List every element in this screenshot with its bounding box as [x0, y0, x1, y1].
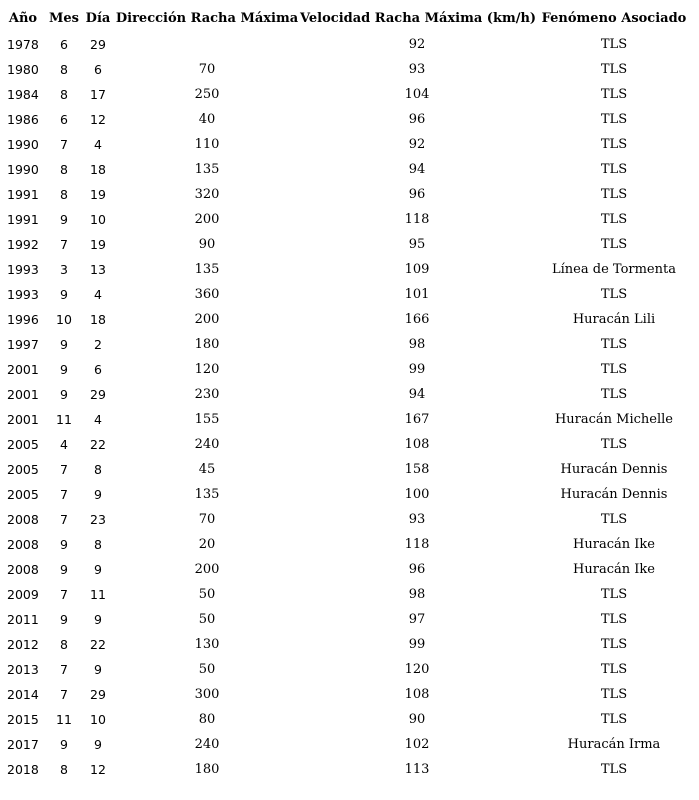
cell-year: 1991	[7, 212, 39, 227]
cell-day: 18	[90, 312, 106, 327]
cell-direction: 130	[194, 637, 220, 652]
cell-day: 17	[90, 87, 106, 102]
cell-speed: 101	[404, 287, 430, 302]
cell-direction: 120	[194, 362, 220, 377]
cell-direction: 40	[198, 112, 216, 127]
cell-year: 1997	[7, 337, 39, 352]
cell-direction: 135	[194, 262, 220, 277]
cell-speed: 99	[408, 637, 426, 652]
cell-direction: 360	[194, 287, 220, 302]
table-row	[0, 657, 694, 682]
cell-direction: 80	[198, 712, 216, 727]
cell-speed: 93	[408, 62, 426, 77]
cell-month: 7	[60, 237, 68, 252]
cell-direction: 155	[194, 412, 220, 427]
cell-year: 1996	[7, 312, 39, 327]
cell-phenomenon: TLS	[600, 437, 628, 452]
cell-speed: 167	[404, 412, 430, 427]
cell-month: 7	[60, 137, 68, 152]
table-row	[0, 82, 694, 107]
cell-phenomenon: TLS	[600, 37, 628, 52]
cell-month: 11	[56, 412, 72, 427]
table-header-row	[0, 4, 694, 32]
cell-direction: 200	[194, 312, 220, 327]
cell-direction: 20	[198, 537, 216, 552]
cell-month: 9	[60, 612, 68, 627]
cell-day: 18	[90, 162, 106, 177]
cell-direction: 320	[194, 187, 220, 202]
cell-speed: 100	[404, 487, 430, 502]
cell-year: 2008	[7, 512, 39, 527]
cell-month: 8	[60, 637, 68, 652]
cell-direction: 240	[194, 737, 220, 752]
cell-day: 29	[90, 687, 106, 702]
table-row	[0, 432, 694, 457]
cell-speed: 120	[404, 662, 430, 677]
cell-day: 9	[94, 662, 102, 677]
cell-month: 7	[60, 662, 68, 677]
cell-year: 2012	[7, 637, 39, 652]
cell-month: 3	[60, 262, 68, 277]
cell-month: 9	[60, 737, 68, 752]
cell-day: 9	[94, 612, 102, 627]
cell-day: 29	[90, 387, 106, 402]
cell-day: 9	[94, 737, 102, 752]
cell-direction: 110	[194, 137, 220, 152]
cell-month: 6	[60, 112, 68, 127]
cell-month: 9	[60, 287, 68, 302]
cell-day: 9	[94, 562, 102, 577]
cell-month: 9	[60, 562, 68, 577]
cell-phenomenon: Huracán Michelle	[554, 412, 674, 427]
cell-day: 29	[90, 37, 106, 52]
cell-phenomenon: TLS	[600, 712, 628, 727]
table-row	[0, 507, 694, 532]
cell-month: 7	[60, 487, 68, 502]
cell-direction: 70	[198, 512, 216, 527]
cell-speed: 95	[408, 237, 426, 252]
cell-month: 6	[60, 37, 68, 52]
table-row	[0, 757, 694, 782]
cell-month: 9	[60, 387, 68, 402]
cell-day: 4	[94, 137, 102, 152]
cell-phenomenon: TLS	[600, 762, 628, 777]
cell-year: 2018	[7, 762, 39, 777]
cell-month: 8	[60, 187, 68, 202]
cell-day: 4	[94, 412, 102, 427]
table-row	[0, 407, 694, 432]
cell-month: 7	[60, 687, 68, 702]
cell-phenomenon: Huracán Ike	[573, 537, 655, 552]
cell-direction: 50	[198, 587, 216, 602]
cell-day: 22	[90, 637, 106, 652]
cell-month: 9	[60, 537, 68, 552]
header-direction: Dirección Racha Máxima	[115, 10, 299, 26]
table-row	[0, 632, 694, 657]
cell-day: 10	[90, 212, 106, 227]
cell-direction: 200	[194, 212, 220, 227]
table-row	[0, 707, 694, 732]
cell-direction: 135	[194, 487, 220, 502]
cell-day: 6	[94, 362, 102, 377]
cell-year: 2005	[7, 462, 39, 477]
cell-phenomenon: TLS	[600, 512, 628, 527]
cell-year: 2014	[7, 687, 39, 702]
cell-day: 12	[90, 112, 106, 127]
cell-speed: 96	[408, 562, 426, 577]
cell-month: 8	[60, 162, 68, 177]
cell-year: 2001	[7, 387, 39, 402]
cell-phenomenon: TLS	[600, 362, 628, 377]
cell-speed: 97	[408, 612, 426, 627]
cell-phenomenon: Huracán Irma	[567, 737, 661, 752]
cell-day: 11	[90, 587, 106, 602]
cell-direction: 50	[198, 612, 216, 627]
cell-direction: 135	[194, 162, 220, 177]
table-row	[0, 332, 694, 357]
cell-direction: 200	[194, 562, 220, 577]
table-row	[0, 732, 694, 757]
cell-speed: 166	[404, 312, 430, 327]
cell-year: 1978	[7, 37, 39, 52]
cell-month: 8	[60, 87, 68, 102]
cell-month: 11	[56, 712, 72, 727]
cell-phenomenon: TLS	[600, 587, 628, 602]
table-row	[0, 307, 694, 332]
cell-day: 2	[94, 337, 102, 352]
cell-year: 1991	[7, 187, 39, 202]
cell-month: 7	[60, 462, 68, 477]
table-row	[0, 257, 694, 282]
cell-speed: 98	[408, 587, 426, 602]
cell-speed: 96	[408, 187, 426, 202]
cell-year: 1990	[7, 162, 39, 177]
cell-month: 8	[60, 62, 68, 77]
cell-phenomenon: TLS	[600, 112, 628, 127]
cell-year: 1993	[7, 287, 39, 302]
cell-phenomenon: TLS	[600, 662, 628, 677]
cell-phenomenon: TLS	[600, 137, 628, 152]
cell-day: 19	[90, 237, 106, 252]
cell-day: 9	[94, 487, 102, 502]
cell-year: 1984	[7, 87, 39, 102]
cell-phenomenon: Línea de Tormenta	[552, 262, 676, 277]
cell-speed: 108	[404, 437, 430, 452]
cell-year: 2013	[7, 662, 39, 677]
table-row	[0, 157, 694, 182]
cell-phenomenon: TLS	[600, 87, 628, 102]
cell-speed: 93	[408, 512, 426, 527]
cell-speed: 109	[404, 262, 430, 277]
cell-day: 19	[90, 187, 106, 202]
table-row	[0, 282, 694, 307]
cell-direction: 180	[194, 337, 220, 352]
cell-phenomenon: TLS	[600, 212, 628, 227]
table-row	[0, 107, 694, 132]
cell-direction: 250	[194, 87, 220, 102]
cell-phenomenon: TLS	[600, 62, 628, 77]
table-row	[0, 382, 694, 407]
header-phenomenon: Fenómeno Asociado	[541, 10, 687, 26]
cell-month: 9	[60, 212, 68, 227]
cell-speed: 108	[404, 687, 430, 702]
table-row	[0, 357, 694, 382]
cell-month: 8	[60, 762, 68, 777]
table-row	[0, 582, 694, 607]
cell-month: 10	[56, 312, 72, 327]
cell-month: 9	[60, 362, 68, 377]
table-row	[0, 682, 694, 707]
cell-speed: 96	[408, 112, 426, 127]
cell-phenomenon: Huracán Lili	[572, 312, 656, 327]
table-row	[0, 532, 694, 557]
cell-month: 7	[60, 512, 68, 527]
cell-speed: 102	[404, 737, 430, 752]
cell-direction	[114, 32, 300, 57]
cell-phenomenon: TLS	[600, 387, 628, 402]
cell-phenomenon: TLS	[600, 287, 628, 302]
cell-speed: 92	[408, 137, 426, 152]
cell-year: 1992	[7, 237, 39, 252]
header-year: Año	[8, 10, 38, 26]
cell-day: 22	[90, 437, 106, 452]
wind-gust-table	[0, 4, 694, 782]
table-row	[0, 132, 694, 157]
cell-year: 1980	[7, 62, 39, 77]
cell-speed: 118	[404, 537, 430, 552]
cell-year: 2015	[7, 712, 39, 727]
cell-phenomenon: TLS	[600, 162, 628, 177]
cell-year: 2001	[7, 412, 39, 427]
table-row	[0, 232, 694, 257]
cell-month: 7	[60, 587, 68, 602]
header-month: Mes	[49, 10, 79, 26]
cell-month: 4	[60, 437, 68, 452]
cell-year: 1993	[7, 262, 39, 277]
cell-year: 2017	[7, 737, 39, 752]
cell-phenomenon: TLS	[600, 612, 628, 627]
cell-day: 8	[94, 537, 102, 552]
cell-direction: 50	[198, 662, 216, 677]
cell-phenomenon: TLS	[600, 237, 628, 252]
cell-day: 6	[94, 62, 102, 77]
cell-phenomenon: TLS	[600, 187, 628, 202]
table-row	[0, 57, 694, 82]
cell-year: 2001	[7, 362, 39, 377]
header-speed: Velocidad Racha Máxima (km/h)	[300, 10, 537, 26]
cell-speed: 90	[408, 712, 426, 727]
cell-direction: 90	[198, 237, 216, 252]
cell-direction: 230	[194, 387, 220, 402]
table-row	[0, 32, 694, 57]
cell-day: 12	[90, 762, 106, 777]
cell-speed: 118	[404, 212, 430, 227]
cell-speed: 94	[408, 387, 426, 402]
cell-phenomenon: TLS	[600, 687, 628, 702]
cell-year: 2011	[7, 612, 39, 627]
cell-speed: 99	[408, 362, 426, 377]
table-row	[0, 207, 694, 232]
cell-year: 2009	[7, 587, 39, 602]
cell-direction: 180	[194, 762, 220, 777]
cell-year: 2005	[7, 487, 39, 502]
cell-day: 4	[94, 287, 102, 302]
cell-phenomenon: Huracán Dennis	[560, 462, 668, 477]
cell-day: 13	[90, 262, 106, 277]
cell-year: 1986	[7, 112, 39, 127]
cell-year: 2005	[7, 437, 39, 452]
header-day: Día	[85, 10, 111, 26]
table-row	[0, 607, 694, 632]
cell-phenomenon: TLS	[600, 337, 628, 352]
table-row	[0, 557, 694, 582]
cell-month: 9	[60, 337, 68, 352]
cell-year: 1990	[7, 137, 39, 152]
cell-speed: 104	[404, 87, 430, 102]
cell-phenomenon: Huracán Ike	[573, 562, 655, 577]
cell-speed: 158	[404, 462, 430, 477]
cell-day: 23	[90, 512, 106, 527]
table-row	[0, 457, 694, 482]
cell-phenomenon: TLS	[600, 637, 628, 652]
cell-speed: 92	[408, 37, 426, 52]
cell-direction: 240	[194, 437, 220, 452]
wind-gust-table-container	[0, 4, 699, 782]
table-row	[0, 182, 694, 207]
cell-year: 2008	[7, 562, 39, 577]
cell-day: 10	[90, 712, 106, 727]
cell-day: 8	[94, 462, 102, 477]
cell-speed: 94	[408, 162, 426, 177]
cell-phenomenon: Huracán Dennis	[560, 487, 668, 502]
table-body	[0, 32, 694, 782]
cell-speed: 98	[408, 337, 426, 352]
cell-direction: 45	[198, 462, 216, 477]
cell-year: 2008	[7, 537, 39, 552]
cell-speed: 113	[404, 762, 430, 777]
table-row	[0, 482, 694, 507]
cell-direction: 300	[194, 687, 220, 702]
cell-direction: 70	[198, 62, 216, 77]
